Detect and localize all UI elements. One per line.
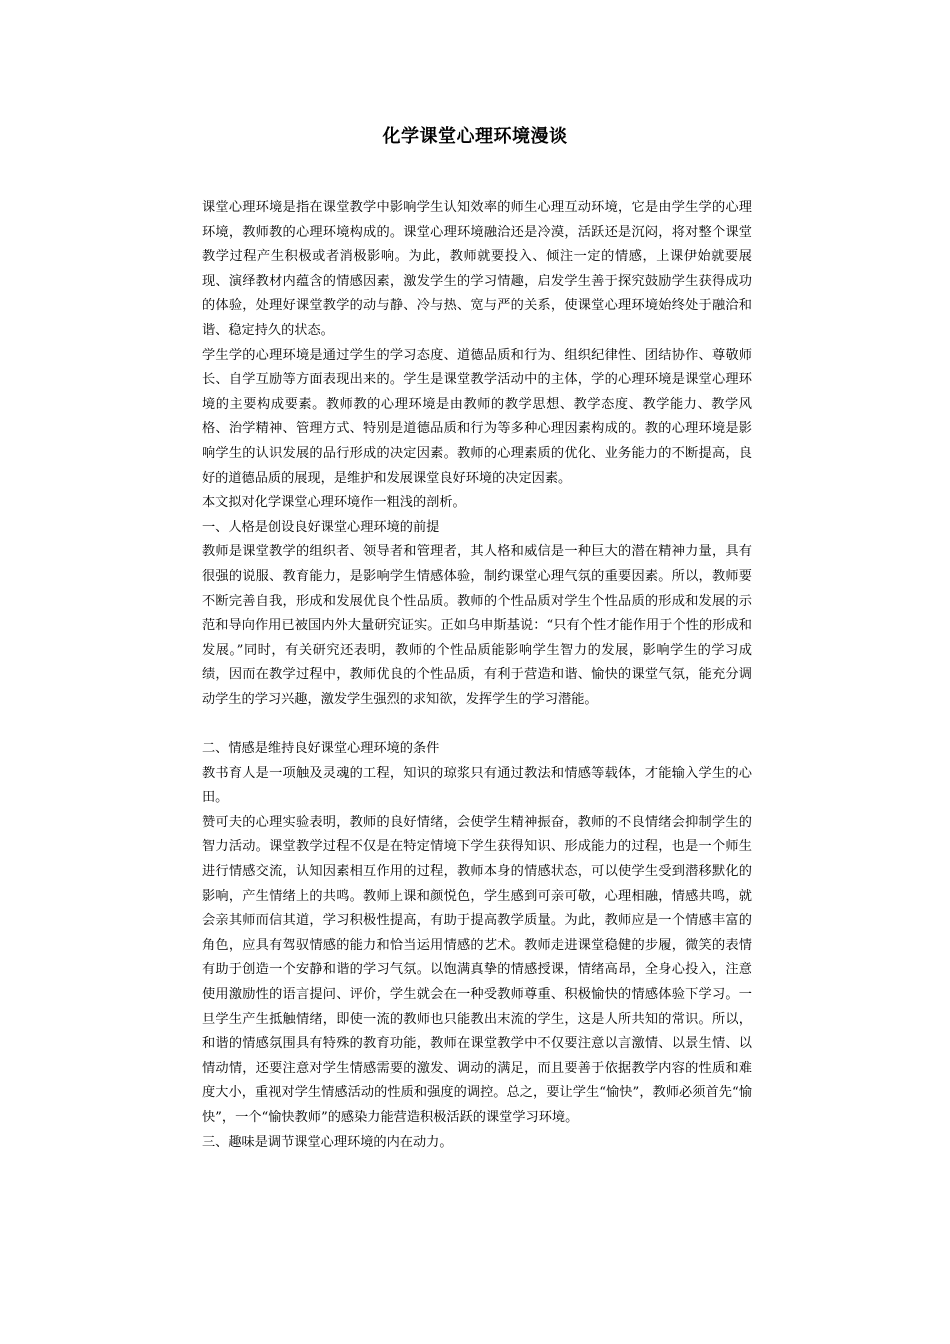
- paragraph-purpose: 本文拟对化学课堂心理环境作一粗浅的剖析。: [202, 495, 466, 511]
- document-body: [202, 196, 752, 1155]
- section-heading-3: 三、趣味是调节课堂心理环境的内在动力。: [202, 1134, 453, 1150]
- section-heading-1: 一、人格是创设良好课堂心理环境的前提: [202, 519, 440, 535]
- paragraph-intro: 课堂心理环境是指在课堂教学中影响学生认知效率的师生心理互动环境，它是由学生学的心理环境，教师教的心理环境构成的。课堂心理环境融洽还是冷漠，活跃还是沉闷，将对整个课堂教学过程产生积极或者消极影响。为此，教师就要投入、倾注一定的情感，上课伊始就要展现、演绎教材内蕴含的情感因素，激发学生的学习情趣，启发学生善于探究鼓励学生获得成功的体验，处理好课堂教学的动与静、冷与热、宽与严的关系，使课堂心理环境始终处于融洽和谐、稳定持久的状态。: [202, 200, 752, 338]
- paragraph-education: 教书育人是一项触及灵魂的工程，知识的琼浆只有通过教法和情感等载体，才能输入学生的心田。: [202, 765, 752, 806]
- paragraph-student-environment: 学生学的心理环境是通过学生的学习态度、道德品质和行为、组织纪律性、团结协作、尊敬师长、自学互励等方面表现出来的。学生是课堂教学活动中的主体，学的心理环境是课堂心理环境的主要构成要素。教师教的心理环境是由教师的教学思想、教学态度、教学能力、教学风格、治学精神、管理方式、特别是道德品质和行为等多种心理因素构成的。教的心理环境是影响学生的认识发展的品行形成的决定因素。教师的心理素质的优化、业务能力的不断提高，良好的道德品质的展现，是维护和发展课堂良好环境的决定因素。: [202, 347, 752, 486]
- document-title: 化学课堂心理环境漫谈: [382, 126, 568, 147]
- blank-line: [202, 712, 752, 737]
- section-heading-2: 二、情感是维持良好课堂心理环境的条件: [202, 741, 440, 757]
- paragraph-emotion: 赞可夫的心理实验表明，教师的良好情绪，会使学生精神振奋，教师的不良情绪会抑制学生的智力活动。课堂教学过程不仅是在特定情境下学生获得知识、形成能力的过程，也是一个师生进行情感交流，认知因素相互作用的过程，教师本身的情感状态，可以使学生受到潜移默化的影响，产生情绪上的共鸣。教师上课和颜悦色，学生感到可亲可敬，心理相融，情感共鸣，就会亲其师而信其道，学习积极性提高，有助于提高教学质量。为此，教师应是一个情感丰富的角色，应具有驾驭情感的能力和恰当运用情感的艺术。教师走进课堂稳健的步履，微笑的表情有助于创造一个安静和谐的学习气氛。以饱满真挚的情感授课，情绪高昂，全身心投入，注意使用激励性的语言提问、评价，学生就会在一种受教师尊重、积极愉快的情感体验下学习。一旦学生产生抵触情绪，即使一流的教师也只能教出末流的学生，这是人所共知的常识。所以，和谐的情感氛围具有特殊的教育功能，教师在课堂教学中不仅要注意以言激情、以景生情、以情动情，还要注意对学生情感需要的激发、调动的满足，而且要善于依据教学内容的性质和难度大小，重视对学生情感活动的性质和强度的调控。总之，要让学生“愉快”，教师必须首先“愉快”，一个“愉快教师”的感染力能营造积极活跃的课堂学习环境。: [202, 814, 752, 1125]
- paragraph-personality: 教师是课堂教学的组织者、领导者和管理者，其人格和威信是一种巨大的潜在精神力量，具有很强的说服、教育能力，是影响学生情感体验，制约课堂心理气氛的重要因素。所以，教师要不断完善自我，形成和发展优良个性品质。教师的个性品质对学生个性品质的形成和发展的示范和导向作用已被国内外大量研究证实。正如乌申斯基说：“只有个性才能作用于个性的形成和发展。”同时，有关研究还表明，教师的个性品质能影响学生智力的发展，影响学生的学习成绩，因而在教学过程中，教师优良的个性品质，有利于营造和谐、愉快的课堂气氛，能充分调动学生的学习兴趣，激发学生强烈的求知欲，发挥学生的学习潜能。: [202, 544, 752, 707]
